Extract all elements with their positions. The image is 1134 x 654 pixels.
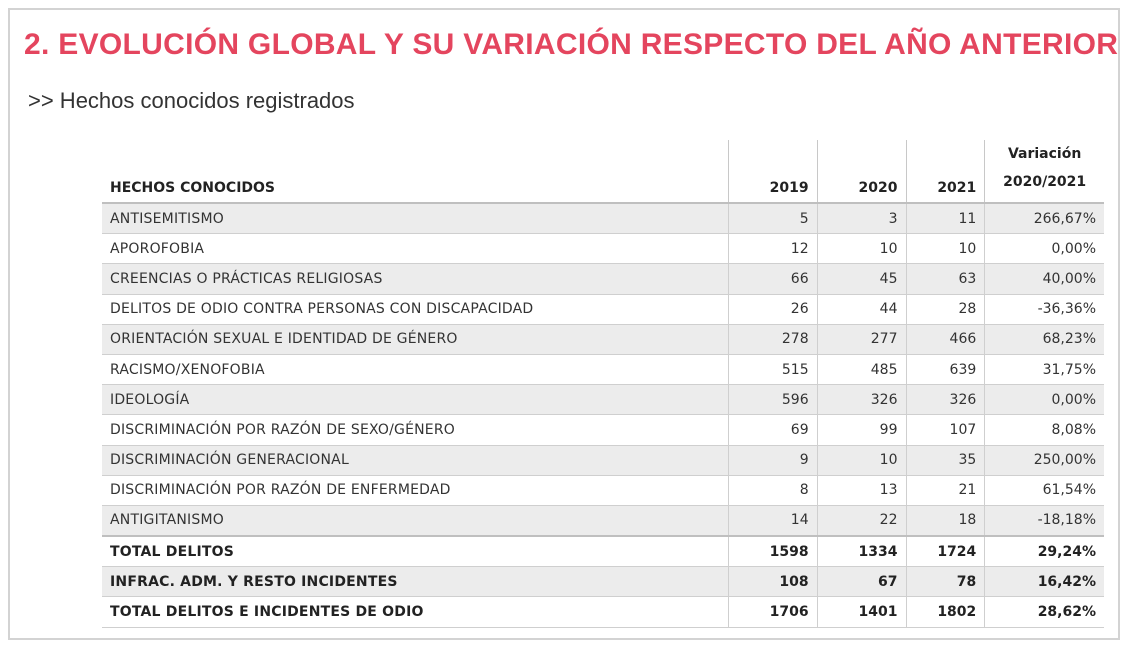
table-row <box>102 234 1104 264</box>
cell-2021: 78 <box>906 567 985 597</box>
cell-category: DISCRIMINACIÓN POR RAZÓN DE ENFERMEDAD <box>102 475 728 505</box>
total-row <box>102 536 1104 567</box>
cell-2019: 14 <box>728 505 817 536</box>
cell-category: DISCRIMINACIÓN POR RAZÓN DE SEXO/GÉNERO <box>102 415 728 445</box>
table-body <box>102 203 1104 627</box>
column-header-category: HECHOS CONOCIDOS <box>110 180 276 196</box>
section-subtitle: >> Hechos conocidos registrados <box>28 88 355 113</box>
cell-2019: 66 <box>728 264 817 294</box>
cell-variation: 250,00% <box>985 445 1104 475</box>
cell-2019: 1706 <box>728 597 817 627</box>
cell-category: DELITOS DE ODIO CONTRA PERSONAS CON DISCAPACIDAD <box>102 294 728 324</box>
cell-2019: 9 <box>728 445 817 475</box>
cell-2021: 63 <box>906 264 985 294</box>
cell-category: APOROFOBIA <box>102 234 728 264</box>
cell-2021: 1802 <box>906 597 985 627</box>
cell-variation: 16,42% <box>985 567 1104 597</box>
cell-2021: 639 <box>906 354 985 384</box>
column-header-2019: 2019 <box>728 140 817 203</box>
cell-variation: 0,00% <box>985 385 1104 415</box>
cell-category: RACISMO/XENOFOBIA <box>102 354 728 384</box>
table-header-row <box>102 140 1104 203</box>
cell-2021: 466 <box>906 324 985 354</box>
cell-category: CREENCIAS O PRÁCTICAS RELIGIOSAS <box>102 264 728 294</box>
table-row <box>102 264 1104 294</box>
table-row <box>102 415 1104 445</box>
cell-2020: 67 <box>817 567 906 597</box>
table-row <box>102 203 1104 234</box>
cell-2020: 326 <box>817 385 906 415</box>
cell-2021: 18 <box>906 505 985 536</box>
cell-2020: 1334 <box>817 536 906 567</box>
table-row <box>102 294 1104 324</box>
cell-category: ORIENTACIÓN SEXUAL E IDENTIDAD DE GÉNERO <box>102 324 728 354</box>
column-header-variation <box>985 140 1104 203</box>
cell-2020: 44 <box>817 294 906 324</box>
cell-2021: 21 <box>906 475 985 505</box>
cell-variation: 61,54% <box>985 475 1104 505</box>
cell-variation: 8,08% <box>985 415 1104 445</box>
cell-2020: 99 <box>817 415 906 445</box>
cell-category: DISCRIMINACIÓN GENERACIONAL <box>102 445 728 475</box>
cell-2019: 26 <box>728 294 817 324</box>
cell-2019: 5 <box>728 203 817 234</box>
table-row <box>102 505 1104 536</box>
cell-2019: 278 <box>728 324 817 354</box>
table-row <box>102 324 1104 354</box>
cell-2021: 35 <box>906 445 985 475</box>
cell-category: TOTAL DELITOS <box>102 536 728 567</box>
page-title: 2. EVOLUCIÓN GLOBAL Y SU VARIACIÓN RESPECTO DEL AÑO ANTERIOR <box>24 28 1119 61</box>
cell-2021: 326 <box>906 385 985 415</box>
cell-category: TOTAL DELITOS E INCIDENTES DE ODIO <box>102 597 728 627</box>
column-header-2021: 2021 <box>906 140 985 203</box>
column-header-2020: 2020 <box>817 140 906 203</box>
cell-2019: 108 <box>728 567 817 597</box>
cell-2021: 10 <box>906 234 985 264</box>
table-row <box>102 475 1104 505</box>
cell-variation: 29,24% <box>985 536 1104 567</box>
cell-2021: 107 <box>906 415 985 445</box>
cell-2020: 22 <box>817 505 906 536</box>
cell-variation: 68,23% <box>985 324 1104 354</box>
table-row <box>102 385 1104 415</box>
hate-crimes-table <box>102 140 1104 628</box>
cell-variation: 0,00% <box>985 234 1104 264</box>
variation-header-line1: Variación <box>1007 146 1082 162</box>
cell-2019: 69 <box>728 415 817 445</box>
cell-2020: 45 <box>817 264 906 294</box>
total-row <box>102 597 1104 627</box>
cell-category: ANTIGITANISMO <box>102 505 728 536</box>
cell-variation: 31,75% <box>985 354 1104 384</box>
cell-2021: 28 <box>906 294 985 324</box>
cell-2020: 10 <box>817 234 906 264</box>
cell-2019: 1598 <box>728 536 817 567</box>
cell-variation: 40,00% <box>985 264 1104 294</box>
cell-variation: 28,62% <box>985 597 1104 627</box>
cell-2020: 485 <box>817 354 906 384</box>
cell-2019: 596 <box>728 385 817 415</box>
cell-category: ANTISEMITISMO <box>102 203 728 234</box>
cell-2021: 1724 <box>906 536 985 567</box>
cell-variation: -36,36% <box>985 294 1104 324</box>
cell-variation: -18,18% <box>985 505 1104 536</box>
cell-2020: 3 <box>817 203 906 234</box>
cell-2019: 515 <box>728 354 817 384</box>
cell-2019: 12 <box>728 234 817 264</box>
table-row <box>102 445 1104 475</box>
cell-2020: 13 <box>817 475 906 505</box>
cell-2021: 11 <box>906 203 985 234</box>
table-row <box>102 354 1104 384</box>
cell-2020: 1401 <box>817 597 906 627</box>
cell-variation: 266,67% <box>985 203 1104 234</box>
cell-2019: 8 <box>728 475 817 505</box>
total-row <box>102 567 1104 597</box>
cell-category: INFRAC. ADM. Y RESTO INCIDENTES <box>102 567 728 597</box>
cell-2020: 277 <box>817 324 906 354</box>
cell-category: IDEOLOGÍA <box>102 385 728 415</box>
cell-2020: 10 <box>817 445 906 475</box>
variation-header-line2: 2020/2021 <box>1003 174 1087 190</box>
